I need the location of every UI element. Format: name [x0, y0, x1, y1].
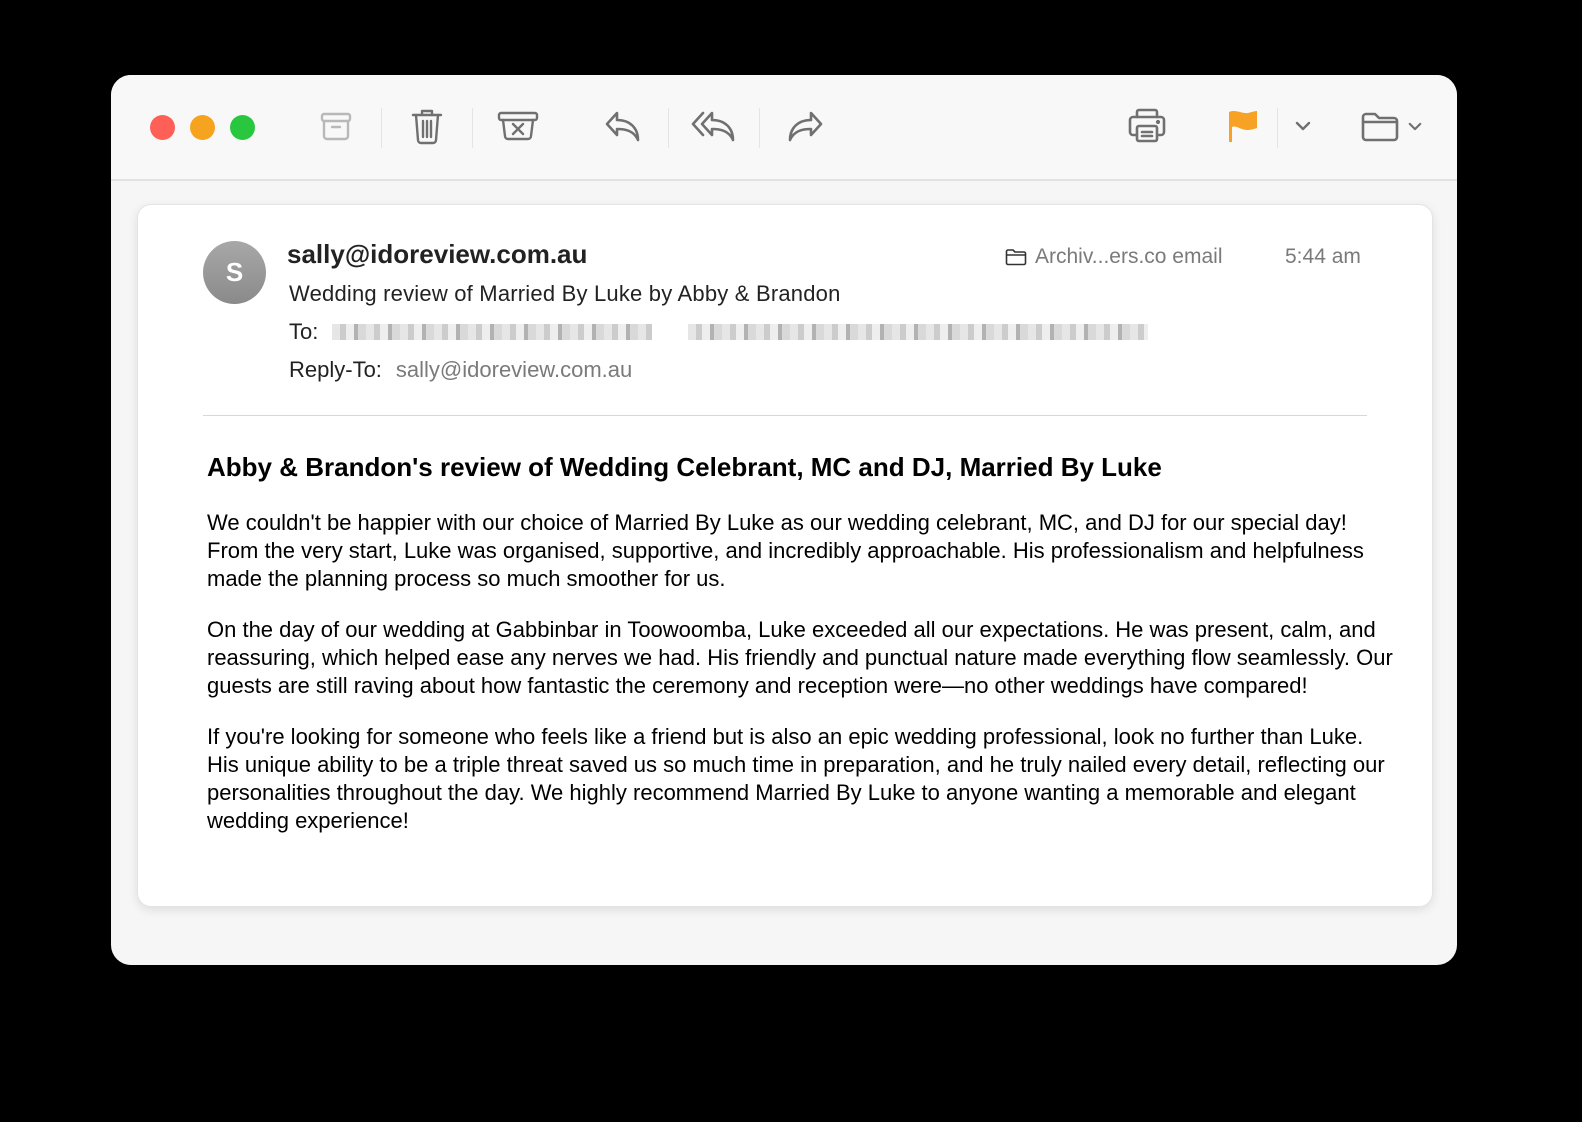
toolbar-separator: [1277, 108, 1278, 148]
header-divider: [203, 415, 1367, 416]
body-paragraph: We couldn't be happier with our choice of Married By Luke as our wedding celebrant, MC, and DJ for our special day! From the very start, Luke was organised, supportive, and incredibly approachable. His professionalism and helpfulness made the planning process so much smoother for us.: [207, 510, 1364, 591]
flag-button[interactable]: [1224, 103, 1262, 149]
folder-icon: [1360, 110, 1400, 142]
toolbar-separator: [381, 108, 382, 148]
message-body: [207, 451, 1397, 858]
reply-button[interactable]: [603, 103, 643, 149]
move-to-folder-button[interactable]: [1356, 103, 1426, 149]
junk-icon: [497, 109, 539, 143]
mailbox-indicator[interactable]: [1005, 245, 1223, 269]
maximize-window-button[interactable]: [230, 115, 255, 140]
flag-menu-button[interactable]: [1291, 103, 1315, 149]
print-button[interactable]: [1126, 103, 1168, 149]
forward-icon: [786, 109, 824, 143]
toolbar-separator: [472, 108, 473, 148]
chevron-down-icon: [1295, 121, 1311, 131]
toolbar-separator: [668, 108, 669, 148]
archive-button[interactable]: [316, 103, 356, 149]
mailbox-name: Archiv...ers.co email: [1035, 245, 1223, 268]
reply-to-row: [289, 357, 632, 383]
junk-button[interactable]: [496, 103, 540, 149]
minimize-window-button[interactable]: [190, 115, 215, 140]
reply-to-label: Reply-To:: [289, 357, 382, 382]
reply-all-button[interactable]: [690, 103, 738, 149]
reply-to-address[interactable]: sally@idoreview.com.au: [395, 357, 633, 382]
redacted-recipient: [332, 324, 652, 340]
sender-address[interactable]: sally@idoreview.com.au: [287, 239, 588, 269]
reply-all-icon: [691, 109, 737, 143]
mail-window: [111, 75, 1457, 965]
trash-icon: [410, 107, 444, 145]
close-window-button[interactable]: [150, 115, 175, 140]
chevron-down-icon: [1408, 122, 1422, 131]
forward-button[interactable]: [785, 103, 825, 149]
folder-icon: [1005, 248, 1027, 266]
reply-icon: [604, 109, 642, 143]
flag-icon: [1226, 108, 1260, 144]
toolbar-separator: [759, 108, 760, 148]
message-time: 5:44 am: [1285, 245, 1361, 268]
message-card: [137, 204, 1433, 907]
toolbar: [111, 75, 1457, 181]
message-subject: Wedding review of Married By Luke by Abby & Brandon: [289, 281, 841, 306]
body-paragraph: On the day of our wedding at Gabbinbar in Toowoomba, Luke exceeded all our expectations. He was present, calm, and reassuring, which helped ease any nerves we had. His friendly and punctual nature made everything flow seamlessly. Our guests are still raving about how fantastic the ceremony and reception were—no other weddings have compared!: [207, 617, 1393, 698]
to-row: [289, 319, 1148, 345]
to-label: To:: [289, 319, 319, 344]
body-paragraph: If you're looking for someone who feels like a friend but is also an epic wedding professional, look no further than Luke. His unique ability to be a triple threat saved us so much time in preparation, and he truly nailed every detail, reflecting our personalities throughout the day. We highly recommend Married By Luke to anyone wanting a memorable and elegant wedding experience!: [207, 724, 1385, 833]
body-heading: Abby & Brandon's review of Wedding Celebrant, MC and DJ, Married By Luke: [207, 452, 1162, 482]
redacted-recipient: [688, 324, 1148, 340]
sender-avatar: S: [203, 241, 266, 304]
delete-button[interactable]: [407, 103, 447, 149]
archive-icon: [319, 109, 353, 143]
printer-icon: [1127, 107, 1167, 145]
